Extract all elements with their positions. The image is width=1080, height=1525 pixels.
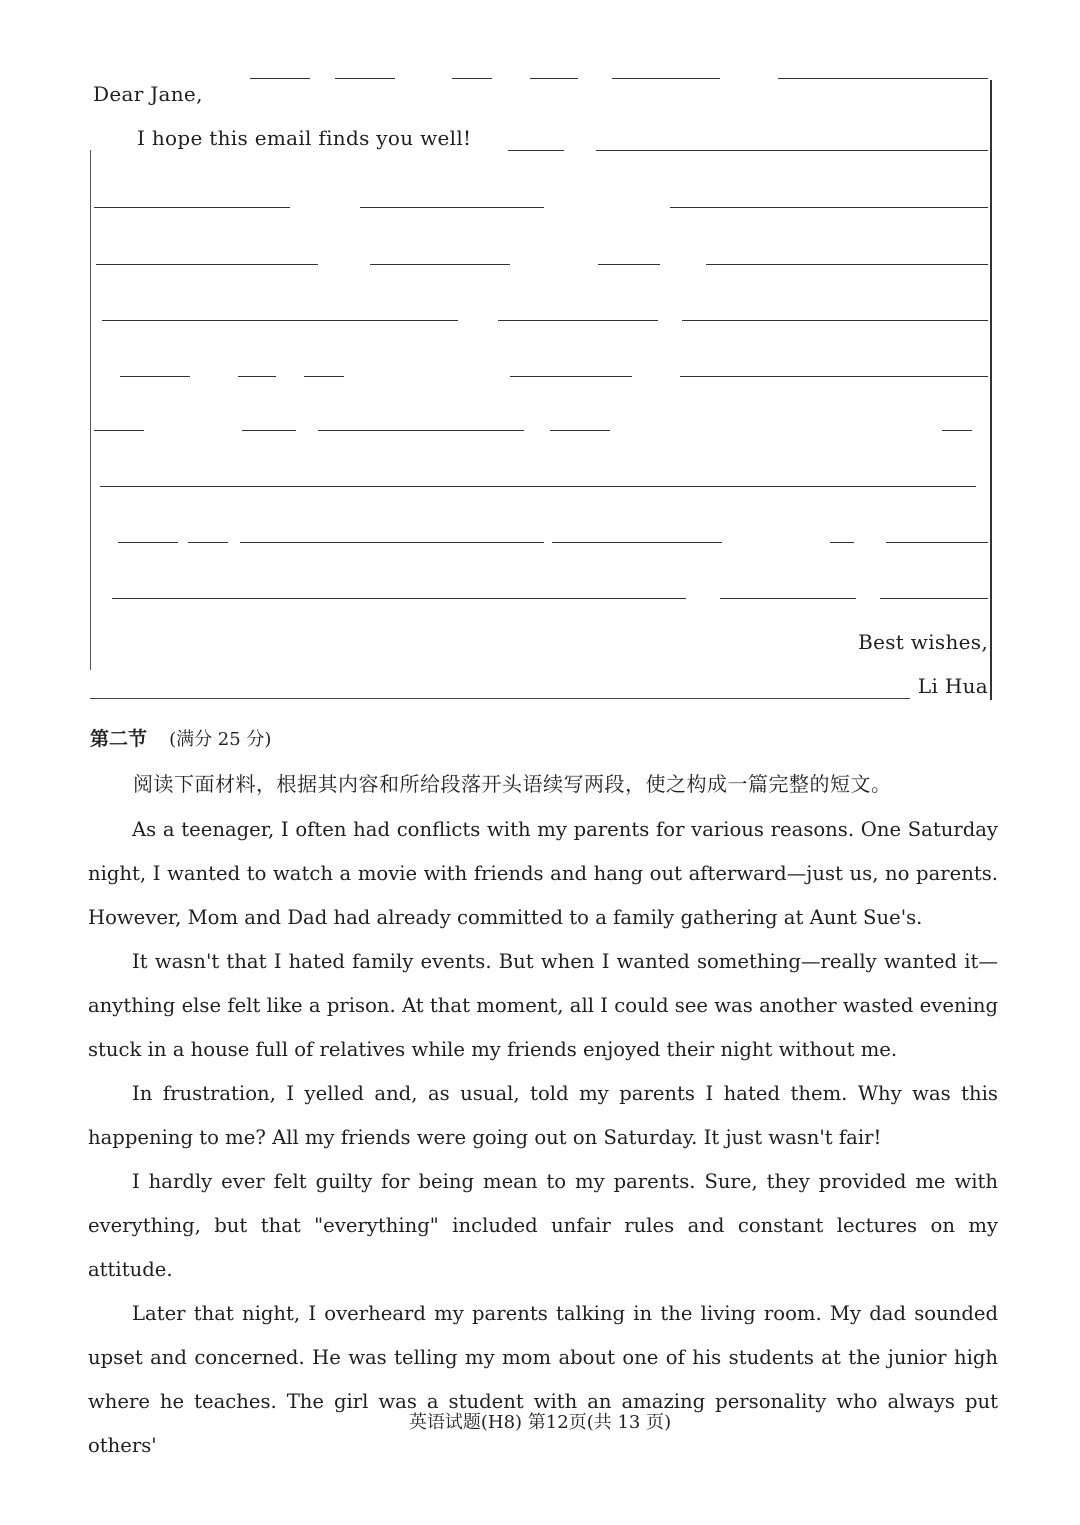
letter-writing-box (90, 60, 992, 700)
writing-line (112, 598, 686, 599)
box-right-border (990, 80, 992, 700)
page-footer: 英语试题(H8) 第12页(共 13 页) (408, 1412, 672, 1433)
writing-line (96, 264, 318, 265)
box-bottom-border (90, 698, 910, 699)
writing-line (238, 376, 276, 377)
writing-line (830, 542, 854, 543)
writing-line (102, 320, 458, 321)
letter-salutation: Dear Jane, (93, 82, 203, 106)
writing-line (720, 598, 856, 599)
writing-line (510, 376, 632, 377)
writing-line (94, 430, 144, 431)
writing-line (100, 486, 976, 487)
writing-line (530, 78, 578, 79)
writing-line (242, 430, 296, 431)
reading-passage (88, 808, 998, 1468)
writing-line (596, 150, 988, 151)
writing-line (598, 264, 660, 265)
writing-line (370, 264, 510, 265)
passage-paragraph: It wasn't that I hated family events. But when I wanted something—really wanted it—anything else felt like a prison. At that moment, all I could see was another wasted evening stuck in a house full of relatives while my friends enjoyed their night without me. (88, 950, 998, 1061)
writing-line (188, 542, 228, 543)
writing-line (612, 78, 720, 79)
letter-opening: I hope this email finds you well! (137, 126, 472, 150)
section-title: 第二节 (90, 728, 148, 750)
writing-line (706, 264, 988, 265)
passage-paragraph: I hardly ever felt guilty for being mean to my parents. Sure, they provided me with everything, but that "everything" included unfair rules and constant lectures on my attitude. (88, 1170, 998, 1281)
writing-line (94, 207, 290, 208)
section-heading (90, 724, 271, 751)
writing-line (778, 78, 988, 79)
writing-line (498, 320, 658, 321)
writing-line (508, 150, 564, 151)
passage-paragraph: As a teenager, I often had conflicts with my parents for various reasons. One Saturday night, I wanted to watch a movie with friends and hang out afterward—just us, no parents. However, Mom and Dad had already committed to a family gathering at Aunt Sue's. (88, 818, 998, 929)
passage-paragraph: In frustration, I yelled and, as usual, told my parents I hated them. Why was this happening to me? All my friends were going out on Saturday. It just wasn't fair! (88, 1082, 998, 1149)
writing-line (250, 78, 310, 79)
writing-line (452, 78, 492, 79)
writing-line (682, 320, 988, 321)
letter-signature: Li Hua (917, 674, 988, 698)
writing-line (880, 598, 988, 599)
writing-line (304, 376, 344, 377)
writing-line (552, 542, 722, 543)
writing-line (335, 78, 395, 79)
writing-line (670, 207, 988, 208)
letter-closing: Best wishes, (858, 630, 988, 654)
writing-line (680, 376, 988, 377)
writing-line (942, 430, 972, 431)
writing-line (240, 542, 544, 543)
writing-line (550, 430, 610, 431)
writing-line (120, 376, 190, 377)
section-score: (满分 25 分) (169, 729, 272, 750)
passage-paragraph: Later that night, I overheard my parents talking in the living room. My dad sounded upset and concerned. He was telling my mom about one of his students at the junior high where he teaches. The girl was a student with an amazing personality who always put others' (88, 1302, 998, 1457)
section-instruction: 阅读下面材料，根据其内容和所给段落开头语续写两段，使之构成一篇完整的短文。 (133, 772, 892, 796)
writing-line (318, 430, 524, 431)
writing-line (886, 542, 988, 543)
writing-line (118, 542, 178, 543)
writing-line (360, 207, 544, 208)
box-left-border (90, 150, 91, 670)
